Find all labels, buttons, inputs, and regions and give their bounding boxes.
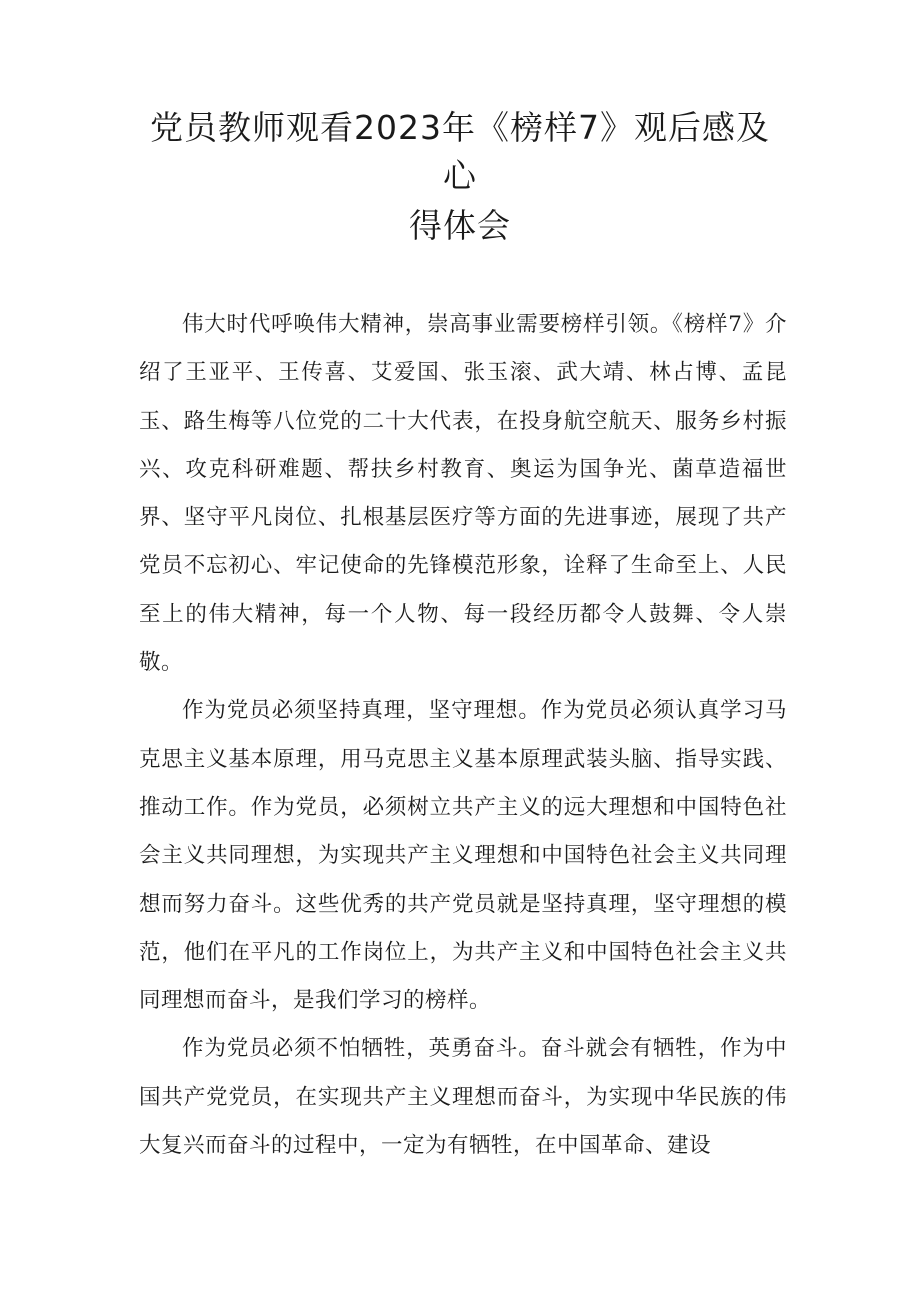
- title-line-2: 心: [443, 156, 477, 195]
- document-title: [0, 104, 920, 250]
- paragraph-2: 作为党员必须坚持真理，坚守理想。作为党员必须认真学习马克思主义基本原理，用马克思主义基本原理武装头脑、指导实践、推动工作。作为党员，必须树立共产主义的远大理想和中国特色社会主义共同理想，为实现共产主义理想和中国特色社会主义共同理想而努力奋斗。这些优秀的共产党员就是坚持真理，坚守理想的模范，他们在平凡的工作岗位上，为共产主义和中国特色社会主义共同理想而奋斗，是我们学习的榜样。: [139, 698, 787, 1014]
- paragraph-1: 伟大时代呼唤伟大精神，崇高事业需要榜样引领。《榜样7》介绍了王亚平、王传喜、艾爱国、张玉滚、武大靖、林占博、孟昆玉、路生梅等八位党的二十大代表，在投身航空航天、服务乡村振兴、攻克科研难题、帮扶乡村教育、奥运为国争光、菌草造福世界、坚守平凡岗位、扎根基层医疗等方面的先进事迹，展现了共产党员不忘初心、牢记使命的先锋模范形象，诠释了生命至上、人民至上的伟大精神，每一个人物、每一段经历都令人鼓舞、令人崇敬。: [139, 312, 787, 676]
- title-line-1: 党员教师观看2023年《榜样7》观后感及: [150, 108, 770, 147]
- document-body: [139, 301, 787, 1170]
- title-line-3: 得体会: [409, 206, 511, 245]
- paragraph-3: 作为党员必须不怕牺牲，英勇奋斗。奋斗就会有牺牲，作为中国共产党党员，在实现共产主义理想而奋斗，为实现中华民族的伟大复兴而奋斗的过程中，一定为有牺牲，在中国革命、建设: [139, 1036, 787, 1159]
